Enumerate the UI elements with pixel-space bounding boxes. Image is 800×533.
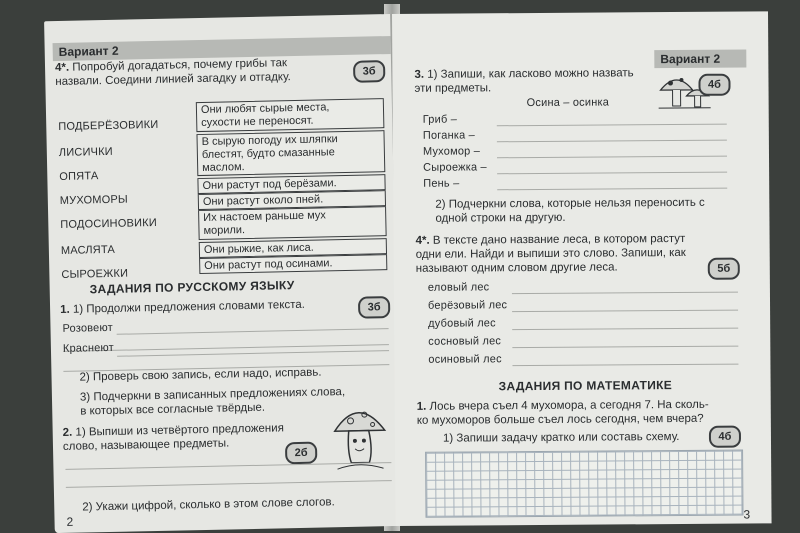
sentence-prompt: Краснеют bbox=[62, 341, 115, 355]
score-badge: 2б bbox=[285, 442, 317, 465]
diminutive-item: Сыроежка – bbox=[423, 161, 487, 174]
task-text: слово, называющее предметы. bbox=[62, 437, 230, 453]
diminutive-item: Поганка – bbox=[422, 129, 476, 142]
task-number: 4*. bbox=[415, 234, 430, 247]
riddle-box[interactable]: Они рыжие, как лиса. bbox=[199, 238, 387, 258]
mushroom-name[interactable]: ЛИСИЧКИ bbox=[58, 145, 113, 159]
mushroom-names bbox=[44, 14, 390, 21]
task-text: 1) Запиши, как ласково можно назвать bbox=[427, 67, 634, 81]
forest-list bbox=[392, 11, 768, 14]
task-number: 3. bbox=[414, 68, 425, 81]
task-number: 2. bbox=[62, 426, 73, 439]
diminutive-list bbox=[392, 11, 768, 14]
mushroom-name[interactable]: ПОДОСИНОВИКИ bbox=[60, 216, 157, 231]
task-3-instructions bbox=[414, 66, 674, 96]
task-text: ко мухоморов больше съел лось сегодня, чем вчера? bbox=[416, 412, 704, 427]
answer-line[interactable] bbox=[117, 350, 389, 357]
answer-line[interactable] bbox=[497, 124, 727, 127]
answer-line[interactable] bbox=[497, 172, 727, 175]
answer-line[interactable] bbox=[512, 328, 738, 331]
answer-line[interactable] bbox=[512, 292, 738, 295]
riddle-box[interactable]: Они растут под осинами. bbox=[199, 254, 387, 274]
task-text: назвали. Соедини линией загадку и отгадку. bbox=[55, 71, 291, 89]
variant-header: Вариант 2 bbox=[654, 50, 746, 69]
task-4-instructions bbox=[55, 55, 346, 89]
answer-line[interactable] bbox=[497, 156, 727, 159]
answer-line[interactable] bbox=[512, 346, 738, 349]
forest-item: еловый лес bbox=[427, 281, 490, 294]
math-task-1-subtask-1: 1) Запиши задачу кратко или составь схему. bbox=[442, 431, 680, 445]
task-text: Попробуй догадаться, почему грибы так bbox=[72, 57, 288, 74]
math-task-1-instructions bbox=[417, 397, 757, 427]
answer-line[interactable] bbox=[497, 140, 727, 143]
riddle-box[interactable]: Они растут под берёзами. bbox=[197, 174, 385, 194]
score-badge: 4б bbox=[698, 74, 730, 96]
task-2-instructions bbox=[63, 421, 314, 454]
task-text: 3) Подчеркни в записанных предложениях слова, bbox=[79, 386, 346, 404]
score-badge: 4б bbox=[709, 426, 741, 448]
task-text: 1) Выпиши из четвёртого предложения bbox=[75, 422, 284, 439]
task-3-subtask-2 bbox=[435, 195, 755, 225]
page-number: 2 bbox=[66, 514, 74, 529]
task-1-instructions bbox=[60, 297, 350, 317]
task-text: В тексте дано название леса, в котором растут bbox=[432, 232, 686, 247]
mushroom-name[interactable]: ОПЯТА bbox=[59, 170, 99, 183]
task-text: эти предметы. bbox=[414, 82, 492, 95]
answer-line[interactable] bbox=[117, 328, 389, 335]
answer-line[interactable] bbox=[497, 188, 727, 191]
forest-item: берёзовый лес bbox=[427, 299, 508, 312]
task-number: 4*. bbox=[54, 61, 70, 75]
forest-item: дубовый лес bbox=[428, 317, 496, 330]
riddle-box[interactable]: Их настоем раньше мух морили. bbox=[198, 206, 387, 240]
forest-item: осиновый лес bbox=[428, 353, 502, 366]
riddle-box[interactable]: В сырую погоду их шляпки блестят, будто смазанные маслом. bbox=[196, 130, 385, 176]
variant-header: Вариант 2 bbox=[53, 36, 395, 61]
example-word-pair: Осина – осинка bbox=[526, 96, 610, 110]
answer-line[interactable] bbox=[66, 480, 392, 488]
sentence-prompt: Розовеют bbox=[62, 321, 114, 335]
riddle-box[interactable]: Они любят сырые места, сухости не переносят. bbox=[196, 98, 385, 132]
score-badge: 3б bbox=[353, 60, 385, 83]
task-number: 1. bbox=[416, 400, 427, 413]
task-text: 1) Продолжи предложения словами текста. bbox=[72, 298, 306, 316]
answer-line[interactable] bbox=[512, 310, 738, 313]
task-4-instructions bbox=[416, 232, 746, 276]
task-text: 2) Подчеркни слова, которые нельзя переносить с bbox=[435, 196, 705, 211]
page-number: 3 bbox=[743, 507, 751, 522]
russian-section-heading: ЗАДАНИЯ ПО РУССКОМУ ЯЗЫКУ bbox=[89, 278, 295, 297]
mushroom-name[interactable]: МУХОМОРЫ bbox=[59, 193, 129, 207]
riddle-box[interactable]: Они растут около пней. bbox=[198, 190, 386, 210]
task-number: 1. bbox=[60, 303, 70, 316]
diminutive-item: Гриб – bbox=[422, 113, 458, 126]
task-2-subtask-2: 2) Укажи цифрой, сколько в этом слове слогов. bbox=[82, 496, 335, 514]
task-text: Лось вчера съел 4 мухомора, а сегодня 7. На сколь- bbox=[429, 398, 709, 413]
riddle-boxes bbox=[44, 14, 390, 21]
task-1-subtask-2: 2) Проверь свою запись, если надо, исправь. bbox=[79, 366, 322, 384]
diminutive-item: Мухомор – bbox=[422, 145, 481, 158]
task-text: одной строки на другую. bbox=[435, 211, 566, 225]
forest-item: сосновый лес bbox=[428, 335, 502, 348]
mushroom-name[interactable]: МАСЛЯТА bbox=[60, 243, 116, 257]
math-grid-answer-area[interactable] bbox=[425, 450, 743, 518]
answer-line[interactable] bbox=[512, 364, 738, 367]
score-badge: 5б bbox=[708, 258, 740, 280]
diminutive-item: Пень – bbox=[423, 177, 460, 190]
mushroom-name[interactable]: ПОДБЕРЁЗОВИКИ bbox=[58, 118, 159, 133]
math-section-heading: ЗАДАНИЯ ПО МАТЕМАТИКЕ bbox=[498, 378, 673, 394]
right-page bbox=[392, 11, 772, 526]
mushroom-name[interactable]: СЫРОЕЖКИ bbox=[61, 267, 129, 281]
score-badge: 3б bbox=[358, 296, 390, 319]
task-text: называют одним словом другие леса. bbox=[415, 261, 618, 275]
task-text: в которых все согласные твёрдые. bbox=[80, 401, 266, 418]
left-page bbox=[44, 14, 401, 533]
task-text: одни ели. Найди и выпиши это слово. Запиши, как bbox=[415, 246, 686, 261]
